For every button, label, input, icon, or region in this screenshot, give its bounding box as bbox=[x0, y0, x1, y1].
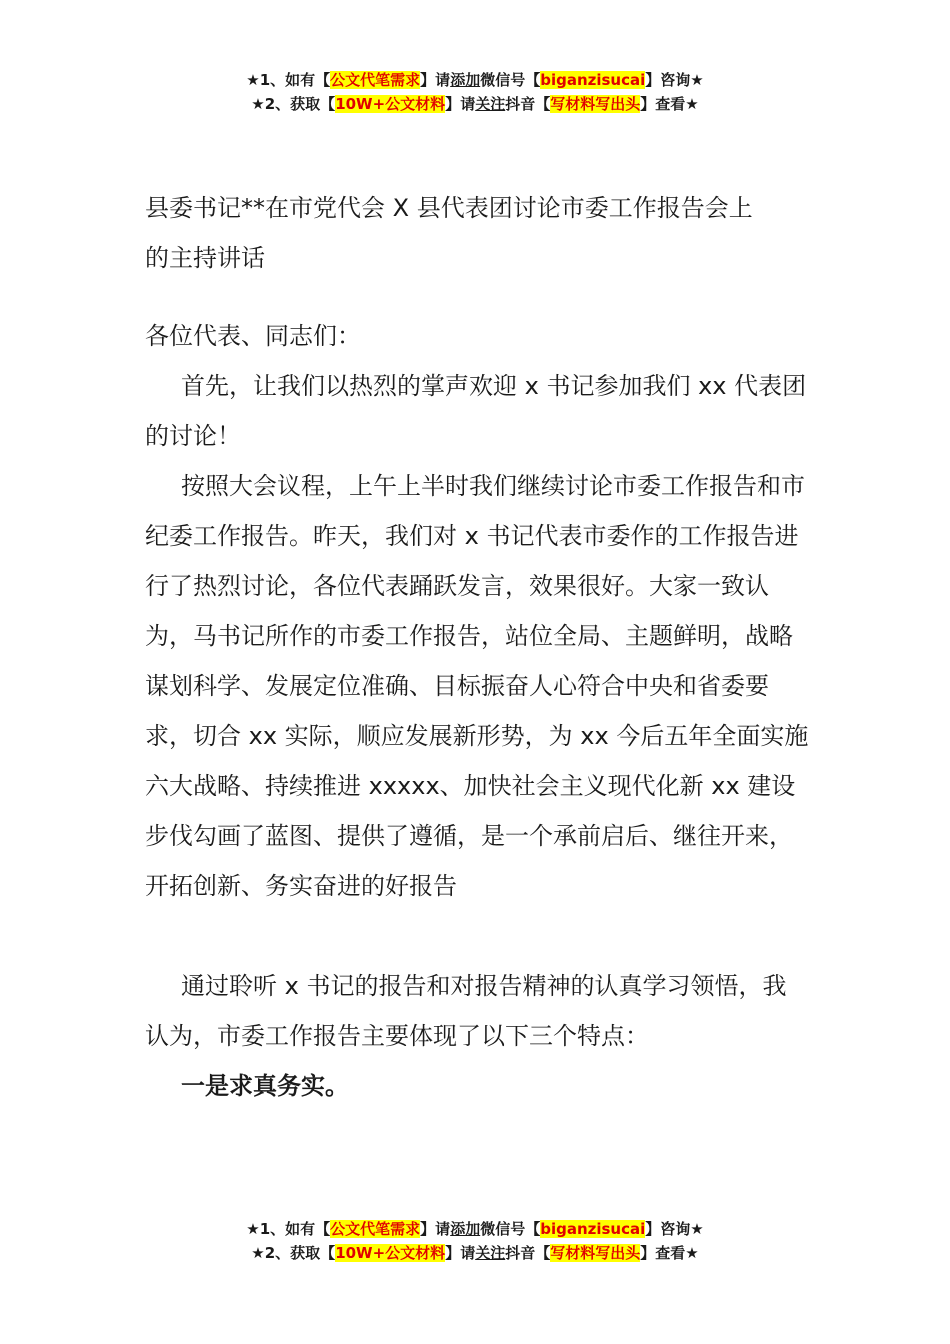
banner-highlight: 公文代笔需求 bbox=[330, 71, 421, 89]
banner-line-1 bbox=[0, 68, 950, 92]
banner-emphasis: 关注 bbox=[475, 95, 506, 113]
banner-highlight: biganzisucai bbox=[540, 1220, 646, 1238]
banner-text: ★2、获取【 bbox=[251, 1244, 336, 1262]
title-line-1: 县委书记**在市党代会 X 县代表团讨论市委工作报告会上 bbox=[145, 194, 753, 222]
footer-banner bbox=[0, 1217, 950, 1265]
banner-highlight: 写材料写出头 bbox=[550, 1244, 641, 1262]
banner-text: 抖音【 bbox=[505, 95, 551, 113]
banner-text: ★2、获取【 bbox=[251, 95, 336, 113]
banner-text: 抖音【 bbox=[505, 1244, 551, 1262]
banner-emphasis: 添加 bbox=[450, 1220, 481, 1238]
banner-text: 微信号【 bbox=[480, 1220, 541, 1238]
banner-text: ★1、如有【 bbox=[246, 71, 331, 89]
banner-text: 】咨询★ bbox=[645, 71, 704, 89]
salutation: 各位代表、同志们： bbox=[145, 322, 361, 350]
title-line-2: 的主持讲话 bbox=[145, 244, 265, 272]
banner-highlight: 10W+公文材料 bbox=[335, 95, 446, 113]
header-banner bbox=[0, 68, 950, 116]
banner-emphasis: 关注 bbox=[475, 1244, 506, 1262]
banner-line-1 bbox=[0, 1217, 950, 1241]
document-body bbox=[145, 311, 810, 1111]
banner-text: 】请 bbox=[420, 71, 451, 89]
point-heading-1: 一是求真务实。 bbox=[181, 1072, 349, 1100]
paragraph-1: 首先，让我们以热烈的掌声欢迎 x 书记参加我们 xx 代表团的讨论！ bbox=[145, 372, 807, 450]
banner-text: 】查看★ bbox=[640, 1244, 699, 1262]
banner-highlight: biganzisucai bbox=[540, 71, 646, 89]
banner-text: ★1、如有【 bbox=[246, 1220, 331, 1238]
banner-line-2 bbox=[0, 1241, 950, 1265]
document-title bbox=[145, 183, 810, 283]
banner-text: 】咨询★ bbox=[645, 1220, 704, 1238]
banner-line-2 bbox=[0, 92, 950, 116]
banner-highlight: 写材料写出头 bbox=[550, 95, 641, 113]
banner-text: 】查看★ bbox=[640, 95, 699, 113]
paragraph-spacer bbox=[145, 911, 810, 961]
banner-emphasis: 添加 bbox=[450, 71, 481, 89]
banner-text: 】请 bbox=[420, 1220, 451, 1238]
paragraph-2: 按照大会议程，上午上半时我们继续讨论市委工作报告和市纪委工作报告。昨天，我们对 x 书记代表市委作的工作报告进行了热烈讨论，各位代表踊跃发言，效果很好。大家一致认为，马书记所作的市委工作报告，站位全局、主题鲜明，战略谋划科学、发展定位准确、目标振奋人心符合中央和省委要求，切合 xx 实际，顺应发展新形势，为 xx 今后五年全面实施六大战略、持续推进 xxxxx、加快社会主义现代化新 xx 建设步伐勾画了蓝图、提供了遵循，是一个承前启后、继往开来，开拓创新、务实奋进的好报告 bbox=[145, 472, 809, 900]
banner-text: 】请 bbox=[445, 1244, 476, 1262]
paragraph-3: 通过聆听 x 书记的报告和对报告精神的认真学习领悟，我认为，市委工作报告主要体现了以下三个特点： bbox=[145, 972, 787, 1050]
banner-highlight: 公文代笔需求 bbox=[330, 1220, 421, 1238]
banner-highlight: 10W+公文材料 bbox=[335, 1244, 446, 1262]
banner-text: 】请 bbox=[445, 95, 476, 113]
banner-text: 微信号【 bbox=[480, 71, 541, 89]
